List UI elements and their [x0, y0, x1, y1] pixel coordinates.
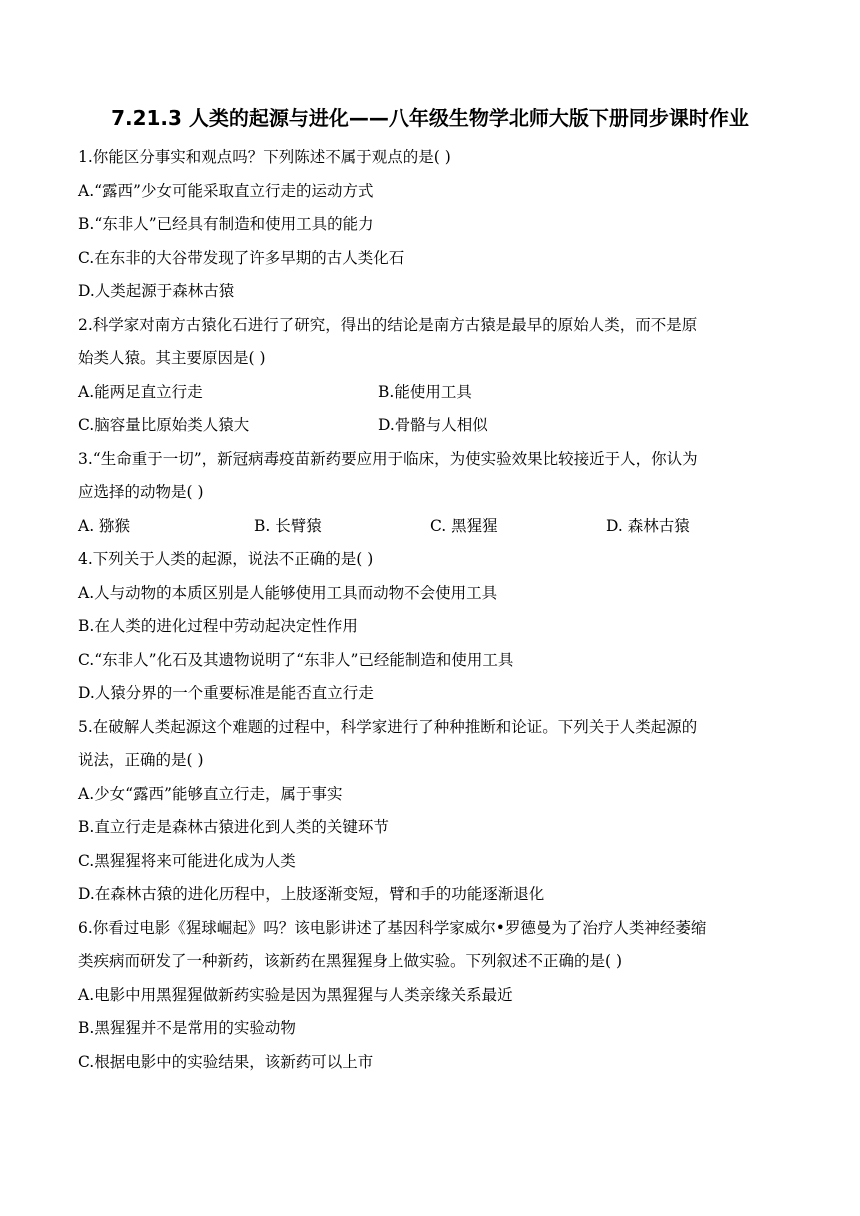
question-5-option-a: A.少女“露西”能够直立行走，属于事实: [78, 784, 343, 803]
question-2-stem-line-2: 始类人猿。其主要原因是( ): [78, 349, 266, 367]
question-4-option-c: C.“东非人”化石及其遗物说明了“东非人”已经能制造和使用工具: [78, 650, 514, 669]
question-3-option-b: B. 长臂猿: [254, 516, 322, 535]
question-3-stem-line-2: 应选择的动物是( ): [78, 483, 204, 501]
question-list: [78, 141, 778, 1079]
question-2-option-d: D.骨骼与人相似: [378, 416, 488, 434]
question-6-option-b: B.黑猩猩并不是常用的实验动物: [78, 1019, 296, 1037]
question-5-stem-line-1: 5.在破解人类起源这个难题的过程中，科学家进行了种种推断和论证。下列关于人类起源的: [78, 717, 698, 736]
question-3-stem-line-1: 3.“生命重于一切”，新冠病毒疫苗新药要应用于临床，为使实验效果比较接近于人，你认为: [78, 449, 698, 468]
question-1-option-c: C.在东非的大谷带发现了许多早期的古人类化石: [78, 248, 405, 267]
question-1-option-d: D.人类起源于森林古猿: [78, 282, 235, 300]
question-4-option-b: B.在人类的进化过程中劳动起决定性作用: [78, 617, 358, 635]
question-2-options-row-2: [78, 409, 778, 443]
question-5-option-d: D.在森林古猿的进化历程中，上肢逐渐变短，臂和手的功能逐渐退化: [78, 885, 545, 903]
question-4-stem: 4.下列关于人类的起源，说法不正确的是( ): [78, 550, 374, 568]
question-6-stem-line-2: 类疾病而研发了一种新药，该新药在黑猩猩身上做实验。下列叙述不正确的是( ): [78, 952, 623, 970]
question-3-options-row: [78, 510, 778, 544]
question-2-options-row-1: [78, 376, 778, 410]
question-3-option-c: C. 黑猩猩: [430, 516, 498, 535]
question-4-option-d: D.人猿分界的一个重要标准是能否直立行走: [78, 684, 374, 702]
question-2-stem-line-1: 2.科学家对南方古猿化石进行了研究，得出的结论是南方古猿是最早的原始人类，而不是原: [78, 315, 698, 334]
question-6-option-c: C.根据电影中的实验结果，该新药可以上市: [78, 1052, 374, 1071]
question-2-option-b: B.能使用工具: [378, 382, 472, 401]
question-1-option-a: A.“露西”少女可能采取直立行走的运动方式: [78, 181, 374, 200]
question-5-option-c: C.黑猩猩将来可能进化成为人类: [78, 851, 296, 870]
question-6-stem-line-1: 6.你看过电影《猩球崛起》吗？该电影讲述了基因科学家威尔•罗德曼为了治疗人类神经萎缩: [78, 918, 707, 937]
question-1-option-b: B.“东非人”已经具有制造和使用工具的能力: [78, 215, 374, 233]
question-4-option-a: A.人与动物的本质区别是人能够使用工具而动物不会使用工具: [78, 583, 498, 602]
question-5-stem-line-2: 说法，正确的是( ): [78, 751, 204, 769]
question-2-option-c: C.脑容量比原始类人猿大: [78, 416, 250, 434]
question-6-option-a: A.电影中用黑猩猩做新药实验是因为黑猩猩与人类亲缘关系最近: [78, 985, 513, 1004]
question-2-option-a: A.能两足直立行走: [78, 382, 203, 401]
question-1-stem: 1.你能区分事实和观点吗？下列陈述不属于观点的是( ): [78, 148, 451, 166]
question-3-option-a: A. 猕猴: [78, 516, 131, 535]
question-5-option-b: B.直立行走是森林古猿进化到人类的关键环节: [78, 818, 389, 836]
question-3-option-d: D. 森林古猿: [606, 516, 690, 535]
page-title: 7.21.3 人类的起源与进化——八年级生物学北师大版下册同步课时作业: [111, 106, 749, 130]
